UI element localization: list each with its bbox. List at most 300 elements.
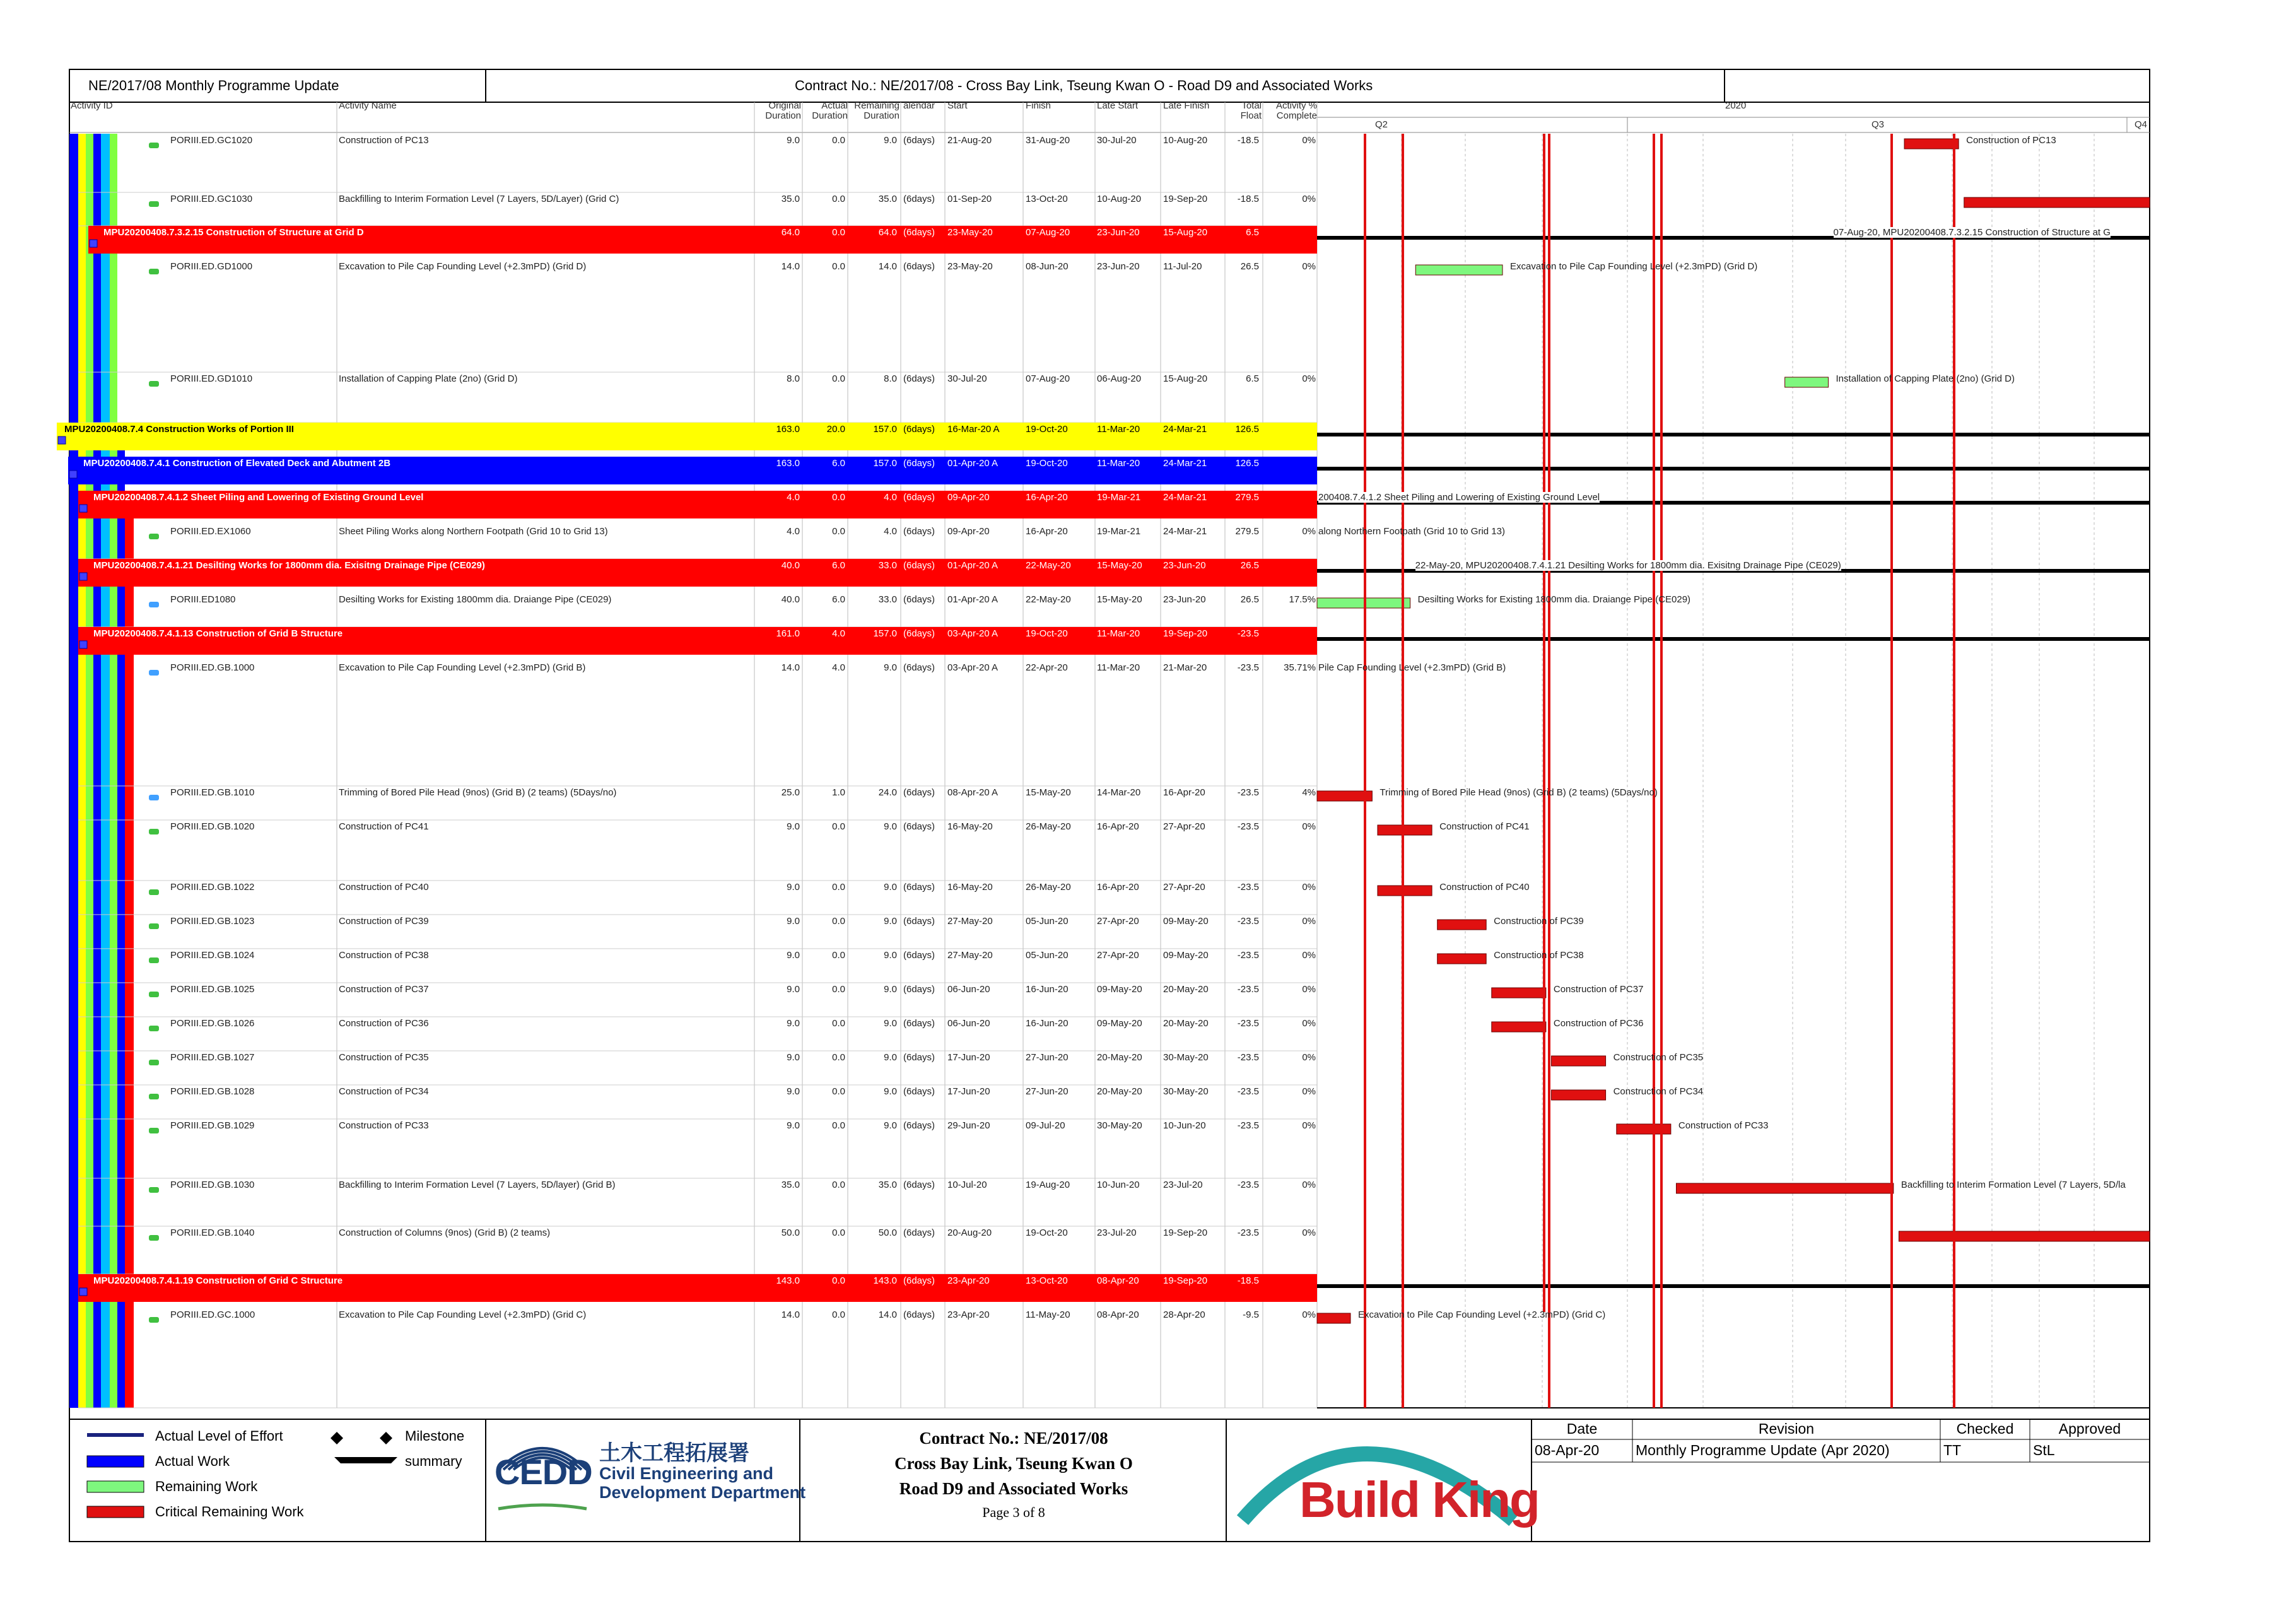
gantt-bar-1 (1964, 197, 2150, 208)
wbs-late-start: 11-Mar-20 (1097, 628, 1140, 639)
outline-bar-6 (110, 134, 117, 1408)
activity-icon-0 (149, 143, 159, 148)
activity-name: Backfilling to Interim Formation Level (7 Layers, 5D/layer) (Grid B) (339, 1180, 616, 1190)
gantt-bar-label: Installation of Capping Plate (2no) (Grid D) (1836, 373, 2015, 384)
actual-duration: 0.0 (832, 950, 845, 961)
wbs-late-finish: 24-Mar-21 (1163, 458, 1207, 469)
finish-date: 16-Apr-20 (1026, 526, 1068, 537)
late-start: 20-May-20 (1097, 1086, 1142, 1097)
gantt-bar-label: Construction of PC39 (1494, 916, 1584, 927)
summary-icon (334, 1457, 397, 1463)
actual-duration: 0.0 (832, 1180, 845, 1190)
calendar: (6days) (903, 821, 935, 832)
activity-name: Desilting Works for Existing 1800mm dia. Draiange Pipe (CE029) (339, 594, 612, 605)
rev-header-date: Date (1566, 1420, 1598, 1437)
total-float: -23.5 (1237, 1120, 1259, 1131)
remaining-duration: 4.0 (884, 526, 897, 537)
late-start: 23-Jul-20 (1097, 1227, 1137, 1238)
wbs-title: MPU20200408.7.4 Construction Works of Portion III (64, 424, 294, 435)
activity-name: Installation of Capping Plate (2no) (Grid D) (339, 373, 518, 384)
finish-date: 08-Jun-20 (1026, 261, 1069, 272)
late-finish: 11-Jul-20 (1163, 261, 1202, 272)
wbs-summary-bar-11 (1317, 637, 2150, 641)
gantt-bar-label: Excavation to Pile Cap Founding Level (+2.3mPD) (Grid D) (1510, 261, 1758, 272)
late-finish: 20-May-20 (1163, 1018, 1209, 1029)
wbs-icon-25 (79, 1288, 87, 1296)
col-late-finish: Late Finish (1163, 100, 1210, 111)
percent-complete: 35.71% (1284, 662, 1316, 673)
percent-complete: 0% (1302, 1227, 1316, 1238)
start-date: 17-Jun-20 (947, 1052, 990, 1063)
wbs-value: 0.0 (832, 227, 845, 238)
col-rem-dur: Remaining Duration (854, 100, 899, 121)
actual-duration: 4.0 (832, 662, 845, 673)
late-start: 30-May-20 (1097, 1120, 1142, 1131)
total-float: -23.5 (1237, 1052, 1259, 1063)
percent-complete: 0% (1302, 1086, 1316, 1097)
calendar: (6days) (903, 787, 935, 798)
late-finish: 30-May-20 (1163, 1052, 1209, 1063)
actual-duration: 0.0 (832, 1309, 845, 1320)
cedd-english-line2: Development Department (599, 1483, 806, 1502)
remaining-duration: 35.0 (878, 194, 897, 204)
percent-complete: 0% (1302, 1120, 1316, 1131)
remaining-duration: 14.0 (878, 1309, 897, 1320)
wbs-icon-9 (79, 573, 87, 580)
activity-icon-10 (149, 602, 159, 607)
wbs-start: 03-Apr-20 A (947, 628, 999, 639)
finish-date: 16-Jun-20 (1026, 984, 1069, 995)
wbs-finish: 19-Oct-20 (1026, 458, 1068, 469)
original-duration: 9.0 (787, 135, 800, 146)
gantt-bar-label: Construction of PC35 (1613, 1052, 1704, 1063)
total-float: 6.5 (1246, 373, 1259, 384)
late-finish: 09-May-20 (1163, 916, 1209, 927)
wbs-start: 01-Apr-20 A (947, 458, 999, 469)
activity-name: Excavation to Pile Cap Founding Level (+2.3mPD) (Grid C) (339, 1309, 587, 1320)
finish-date: 07-Aug-20 (1026, 373, 1070, 384)
gantt-bar-0 (1904, 139, 1959, 149)
remaining-duration: 9.0 (884, 916, 897, 927)
original-duration: 9.0 (787, 1052, 800, 1063)
calendar: (6days) (903, 950, 935, 961)
legend-swatch-remaining (87, 1481, 144, 1492)
gantt-bar-21 (1551, 1090, 1605, 1100)
total-float: -23.5 (1237, 882, 1259, 893)
wbs-late-finish: 15-Aug-20 (1163, 227, 1208, 238)
finish-date: 31-Aug-20 (1026, 135, 1070, 146)
wbs-late-start: 19-Mar-21 (1097, 492, 1141, 503)
original-duration: 25.0 (781, 787, 800, 798)
activity-name: Construction of PC38 (339, 950, 429, 961)
activity-id: PORIII.ED.GB.1025 (170, 984, 255, 995)
remaining-duration: 9.0 (884, 984, 897, 995)
total-float: -23.5 (1237, 1086, 1259, 1097)
late-start: 30-Jul-20 (1097, 135, 1137, 146)
wbs-finish: 19-Oct-20 (1026, 628, 1068, 639)
late-finish: 24-Mar-21 (1163, 526, 1207, 537)
actual-duration: 0.0 (832, 135, 845, 146)
activity-name: Construction of PC41 (339, 821, 429, 832)
wbs-calendar: (6days) (903, 492, 935, 503)
original-duration: 9.0 (787, 1120, 800, 1131)
wbs-value: 20.0 (826, 424, 845, 435)
wbs-value: 40.0 (781, 560, 800, 571)
late-start: 09-May-20 (1097, 1018, 1142, 1029)
wbs-value: 4.0 (787, 492, 800, 503)
actual-duration: 0.0 (832, 821, 845, 832)
finish-date: 05-Jun-20 (1026, 950, 1069, 961)
percent-complete: 0% (1302, 984, 1316, 995)
remaining-duration: 24.0 (878, 787, 897, 798)
contract-block (802, 1426, 1225, 1501)
total-float: -23.5 (1237, 821, 1259, 832)
gantt-bar-label: along Northern Footpath (Grid 10 to Grid 13) (1318, 526, 1505, 537)
start-date: 06-Jun-20 (947, 984, 990, 995)
wbs-calendar: (6days) (903, 628, 935, 639)
late-finish: 30-May-20 (1163, 1086, 1209, 1097)
activity-name: Construction of PC13 (339, 135, 429, 146)
wbs-value: 163.0 (776, 424, 800, 435)
activity-icon-14 (149, 829, 159, 834)
late-finish: 19-Sep-20 (1163, 194, 1208, 204)
start-date: 16-May-20 (947, 882, 993, 893)
finish-date: 16-Jun-20 (1026, 1018, 1069, 1029)
wbs-value: 163.0 (776, 458, 800, 469)
rev-header-approved: Approved (2058, 1420, 2121, 1437)
legend-milestone: Milestone (405, 1428, 465, 1444)
late-start: 19-Mar-21 (1097, 526, 1141, 537)
actual-duration: 0.0 (832, 526, 845, 537)
wbs-late-finish: 19-Sep-20 (1163, 628, 1208, 639)
activity-id: PORIII.ED.GB.1023 (170, 916, 255, 927)
late-finish: 23-Jun-20 (1163, 594, 1206, 605)
wbs-calendar: (6days) (903, 1275, 935, 1286)
wbs-icon-5 (58, 436, 66, 444)
start-date: 23-Apr-20 (947, 1309, 990, 1320)
activity-name: Construction of PC37 (339, 984, 429, 995)
activity-icon-19 (149, 1026, 159, 1031)
gantt-bar-4 (1785, 377, 1829, 387)
wbs-finish: 22-May-20 (1026, 560, 1071, 571)
late-start: 27-Apr-20 (1097, 950, 1139, 961)
contract-line2: Cross Bay Link, Tseung Kwan O (894, 1454, 1133, 1473)
wbs-value: 64.0 (781, 227, 800, 238)
remaining-duration: 9.0 (884, 1120, 897, 1131)
finish-date: 27-Jun-20 (1026, 1086, 1069, 1097)
original-duration: 9.0 (787, 1018, 800, 1029)
wbs-total-float: 26.5 (1240, 560, 1259, 571)
wbs-value: 143.0 (776, 1275, 800, 1286)
wbs-start: 23-May-20 (947, 227, 993, 238)
wbs-summary-bar-5 (1317, 433, 2150, 436)
gantt-bar-24 (1899, 1231, 2150, 1241)
wbs-summary-label: 07-Aug-20, MPU20200408.7.3.2.15 Construction of Structure at G (1833, 227, 2111, 238)
wbs-late-start: 15-May-20 (1097, 560, 1142, 571)
calendar: (6days) (903, 916, 935, 927)
remaining-duration: 9.0 (884, 1086, 897, 1097)
gantt-bar-label: Construction of PC40 (1439, 882, 1530, 893)
late-finish: 23-Jul-20 (1163, 1180, 1203, 1190)
wbs-late-start: 08-Apr-20 (1097, 1275, 1139, 1286)
gantt-bar-label: Construction of PC33 (1678, 1120, 1769, 1131)
original-duration: 9.0 (787, 1086, 800, 1097)
contract-line3: Road D9 and Associated Works (899, 1479, 1128, 1498)
late-finish: 09-May-20 (1163, 950, 1209, 961)
rev-approved: StL (2033, 1442, 2055, 1458)
percent-complete: 0% (1302, 1052, 1316, 1063)
late-start: 16-Apr-20 (1097, 821, 1139, 832)
finish-date: 19-Oct-20 (1026, 1227, 1068, 1238)
late-start: 10-Aug-20 (1097, 194, 1142, 204)
original-duration: 14.0 (781, 261, 800, 272)
activity-id: PORIII.ED.GB.1024 (170, 950, 255, 961)
late-finish: 10-Aug-20 (1163, 135, 1208, 146)
calendar: (6days) (903, 135, 935, 146)
page-title: NE/2017/08 Monthly Programme Update (88, 78, 339, 93)
actual-duration: 0.0 (832, 194, 845, 204)
wbs-value: 157.0 (873, 458, 897, 469)
wbs-summary-label: 22-May-20, MPU20200408.7.4.1.21 Desilting Works for 1800mm dia. Exisitng Drainage Pipe (CE029) (1415, 560, 1841, 571)
page-number: Page 3 of 8 (982, 1504, 1045, 1520)
activity-name: Sheet Piling Works along Northern Footpath (Grid 10 to Grid 13) (339, 526, 608, 537)
activity-id: PORIII.ED.GB.1028 (170, 1086, 255, 1097)
late-start: 20-May-20 (1097, 1052, 1142, 1063)
wbs-value: 4.0 (884, 492, 897, 503)
wbs-value: 143.0 (873, 1275, 897, 1286)
start-date: 16-May-20 (947, 821, 993, 832)
total-float: -23.5 (1237, 787, 1259, 798)
late-start: 15-May-20 (1097, 594, 1142, 605)
original-duration: 9.0 (787, 950, 800, 961)
remaining-duration: 9.0 (884, 821, 897, 832)
gantt-bar-label: Construction of PC38 (1494, 950, 1584, 961)
wbs-icon-2 (90, 240, 97, 247)
percent-complete: 0% (1302, 261, 1316, 272)
activity-name: Backfilling to Interim Formation Level (7 Layers, 5D/Layer) (Grid C) (339, 194, 619, 204)
legend-swatch-critical (87, 1506, 144, 1518)
contract-title: Contract No.: NE/2017/08 - Cross Bay Link, Tseung Kwan O - Road D9 and Associated Works (795, 78, 1373, 93)
calendar: (6days) (903, 1120, 935, 1131)
remaining-duration: 9.0 (884, 1018, 897, 1029)
wbs-summary-label: 200408.7.4.1.2 Sheet Piling and Lowering of Existing Ground Level (1318, 492, 1600, 503)
start-date: 20-Aug-20 (947, 1227, 992, 1238)
late-finish: 28-Apr-20 (1163, 1309, 1205, 1320)
late-finish: 27-Apr-20 (1163, 821, 1205, 832)
start-date: 23-May-20 (947, 261, 993, 272)
total-float: -18.5 (1237, 135, 1259, 146)
start-date: 30-Jul-20 (947, 373, 987, 384)
gantt-bar-19 (1492, 1022, 1546, 1032)
activity-icon-3 (149, 269, 159, 274)
original-duration: 9.0 (787, 882, 800, 893)
wbs-finish: 16-Apr-20 (1026, 492, 1068, 503)
original-duration: 40.0 (781, 594, 800, 605)
gantt-bar-23 (1676, 1183, 1893, 1193)
wbs-title: MPU20200408.7.4.1.13 Construction of Grid B Structure (93, 628, 343, 639)
late-finish: 27-Apr-20 (1163, 882, 1205, 893)
original-duration: 4.0 (787, 526, 800, 537)
actual-duration: 0.0 (832, 984, 845, 995)
original-duration: 14.0 (781, 662, 800, 673)
activity-id: PORIII.ED.GB.1029 (170, 1120, 255, 1131)
wbs-value: 157.0 (873, 424, 897, 435)
gantt-bar-10 (1317, 598, 1410, 608)
legend-swatch-actual (87, 1456, 144, 1467)
legend-actual-work: Actual Work (155, 1453, 230, 1469)
original-duration: 8.0 (787, 373, 800, 384)
actual-duration: 0.0 (832, 261, 845, 272)
activity-icon-12 (149, 670, 159, 676)
start-date: 17-Jun-20 (947, 1086, 990, 1097)
wbs-start: 01-Apr-20 A (947, 560, 999, 571)
wbs-late-finish: 19-Sep-20 (1163, 1275, 1208, 1286)
col-activity-id: Activity ID (71, 100, 113, 111)
wbs-calendar: (6days) (903, 424, 935, 435)
rev-date: 08-Apr-20 (1535, 1442, 1600, 1458)
activity-icon-4 (149, 381, 159, 387)
finish-date: 26-May-20 (1026, 821, 1071, 832)
activity-name: Construction of PC39 (339, 916, 429, 927)
gantt-bar-label: Backfilling to Interim Formation Level (7 Layers, 5D/la (1901, 1180, 2126, 1190)
buildking-logo-text: Build King (1299, 1472, 1539, 1528)
original-duration: 50.0 (781, 1227, 800, 1238)
late-start: 27-Apr-20 (1097, 916, 1139, 927)
rev-header-revision: Revision (1758, 1420, 1815, 1437)
wbs-total-float: -23.5 (1237, 628, 1259, 639)
wbs-start: 09-Apr-20 (947, 492, 990, 503)
actual-duration: 0.0 (832, 882, 845, 893)
activity-id: PORIII.ED.GD1010 (170, 373, 253, 384)
start-date: 01-Sep-20 (947, 194, 992, 204)
gantt-bar-18 (1492, 988, 1546, 998)
start-date: 03-Apr-20 A (947, 662, 999, 673)
remaining-duration: 9.0 (884, 662, 897, 673)
activity-id: PORIII.ED.GB.1040 (170, 1227, 255, 1238)
activity-id: PORIII.ED.GC1020 (170, 135, 253, 146)
gantt-bar-label: Desilting Works for Existing 1800mm dia. Draiange Pipe (CE029) (1417, 594, 1691, 605)
wbs-start: 23-Apr-20 (947, 1275, 990, 1286)
legend-swatch-loe (87, 1433, 144, 1437)
outline-bar-3 (86, 134, 93, 1408)
actual-duration: 0.0 (832, 1052, 845, 1063)
start-date: 27-May-20 (947, 916, 993, 927)
activity-id: PORIII.ED.GB.1027 (170, 1052, 255, 1063)
calendar: (6days) (903, 594, 935, 605)
activity-icon-24 (149, 1235, 159, 1241)
gantt-bar-label: Construction of PC36 (1553, 1018, 1644, 1029)
start-date: 10-Jul-20 (947, 1180, 987, 1190)
remaining-duration: 9.0 (884, 1052, 897, 1063)
wbs-value: 6.0 (832, 458, 845, 469)
gantt-bar-14 (1378, 825, 1432, 835)
activity-name: Construction of Columns (9nos) (Grid B) (2 teams) (339, 1227, 551, 1238)
late-finish: 21-Mar-20 (1163, 662, 1207, 673)
remaining-duration: 9.0 (884, 135, 897, 146)
gantt-bar-label: Construction of PC37 (1553, 984, 1644, 995)
percent-complete: 4% (1302, 787, 1316, 798)
wbs-total-float: -18.5 (1237, 1275, 1259, 1286)
outer-frame (69, 69, 2150, 1542)
wbs-late-start: 11-Mar-20 (1097, 424, 1140, 435)
activity-id: PORIII.ED.GB.1010 (170, 787, 255, 798)
percent-complete: 0% (1302, 1180, 1316, 1190)
calendar: (6days) (903, 662, 935, 673)
legend-critical-work: Critical Remaining Work (155, 1504, 304, 1519)
calendar: (6days) (903, 1180, 935, 1190)
late-start: 16-Apr-20 (1097, 882, 1139, 893)
wbs-value: 0.0 (832, 1275, 845, 1286)
rev-description: Monthly Programme Update (Apr 2020) (1636, 1442, 1890, 1458)
start-date: 21-Aug-20 (947, 135, 992, 146)
actual-duration: 0.0 (832, 1018, 845, 1029)
legend-actual-loe: Actual Level of Effort (155, 1428, 283, 1444)
milestone-icon (331, 1432, 343, 1444)
total-float: -23.5 (1237, 662, 1259, 673)
gantt-bar-26 (1317, 1313, 1350, 1323)
original-duration: 9.0 (787, 916, 800, 927)
late-start: 06-Aug-20 (1097, 373, 1142, 384)
col-finish: Finish (1026, 100, 1051, 111)
remaining-duration: 9.0 (884, 882, 897, 893)
calendar: (6days) (903, 1227, 935, 1238)
activity-name: Construction of PC36 (339, 1018, 429, 1029)
percent-complete: 0% (1302, 916, 1316, 927)
wbs-icon-11 (79, 641, 87, 648)
calendar: (6days) (903, 1309, 935, 1320)
rev-checked: TT (1943, 1442, 1962, 1458)
finish-date: 22-Apr-20 (1026, 662, 1068, 673)
activity-icon-26 (149, 1317, 159, 1323)
wbs-late-finish: 23-Jun-20 (1163, 560, 1206, 571)
late-start: 08-Apr-20 (1097, 1309, 1139, 1320)
wbs-value: 33.0 (878, 560, 897, 571)
actual-duration: 1.0 (832, 787, 845, 798)
col-late-start: Late Start (1097, 100, 1139, 111)
total-float: 26.5 (1240, 261, 1259, 272)
timescale-q2: Q2 (1375, 119, 1388, 130)
percent-complete: 0% (1302, 1309, 1316, 1320)
calendar: (6days) (903, 984, 935, 995)
late-start: 09-May-20 (1097, 984, 1142, 995)
gantt-bar-label: Trimming of Bored Pile Head (9nos) (Grid B) (2 teams) (5Days/no) (1379, 787, 1658, 798)
late-finish: 15-Aug-20 (1163, 373, 1208, 384)
calendar: (6days) (903, 1052, 935, 1063)
contract-line1: Contract No.: NE/2017/08 (919, 1429, 1108, 1448)
wbs-calendar: (6days) (903, 227, 935, 238)
cedd-english-line1: Civil Engineering and (599, 1464, 774, 1483)
activity-id: PORIII.ED.GB.1020 (170, 821, 255, 832)
wbs-value: 0.0 (832, 492, 845, 503)
cedd-chinese-name: 土木工程拓展署 (599, 1441, 749, 1466)
original-duration: 9.0 (787, 984, 800, 995)
remaining-duration: 35.0 (878, 1180, 897, 1190)
cedd-logo (495, 1427, 595, 1522)
total-float: -23.5 (1237, 916, 1259, 927)
activity-name: Excavation to Pile Cap Founding Level (+2.3mPD) (Grid B) (339, 662, 586, 673)
gantt-bar-20 (1551, 1056, 1605, 1066)
wbs-start: 16-Mar-20 A (947, 424, 1000, 435)
activity-id: PORIII.ED.GC1030 (170, 194, 253, 204)
legend-remaining-work: Remaining Work (155, 1478, 258, 1494)
percent-complete: 17.5% (1289, 594, 1316, 605)
activity-name: Construction of PC35 (339, 1052, 429, 1063)
wbs-finish: 19-Oct-20 (1026, 424, 1068, 435)
wbs-value: 157.0 (873, 628, 897, 639)
start-date: 01-Apr-20 A (947, 594, 999, 605)
finish-date: 09-Jul-20 (1026, 1120, 1065, 1131)
activity-name: Construction of PC33 (339, 1120, 429, 1131)
